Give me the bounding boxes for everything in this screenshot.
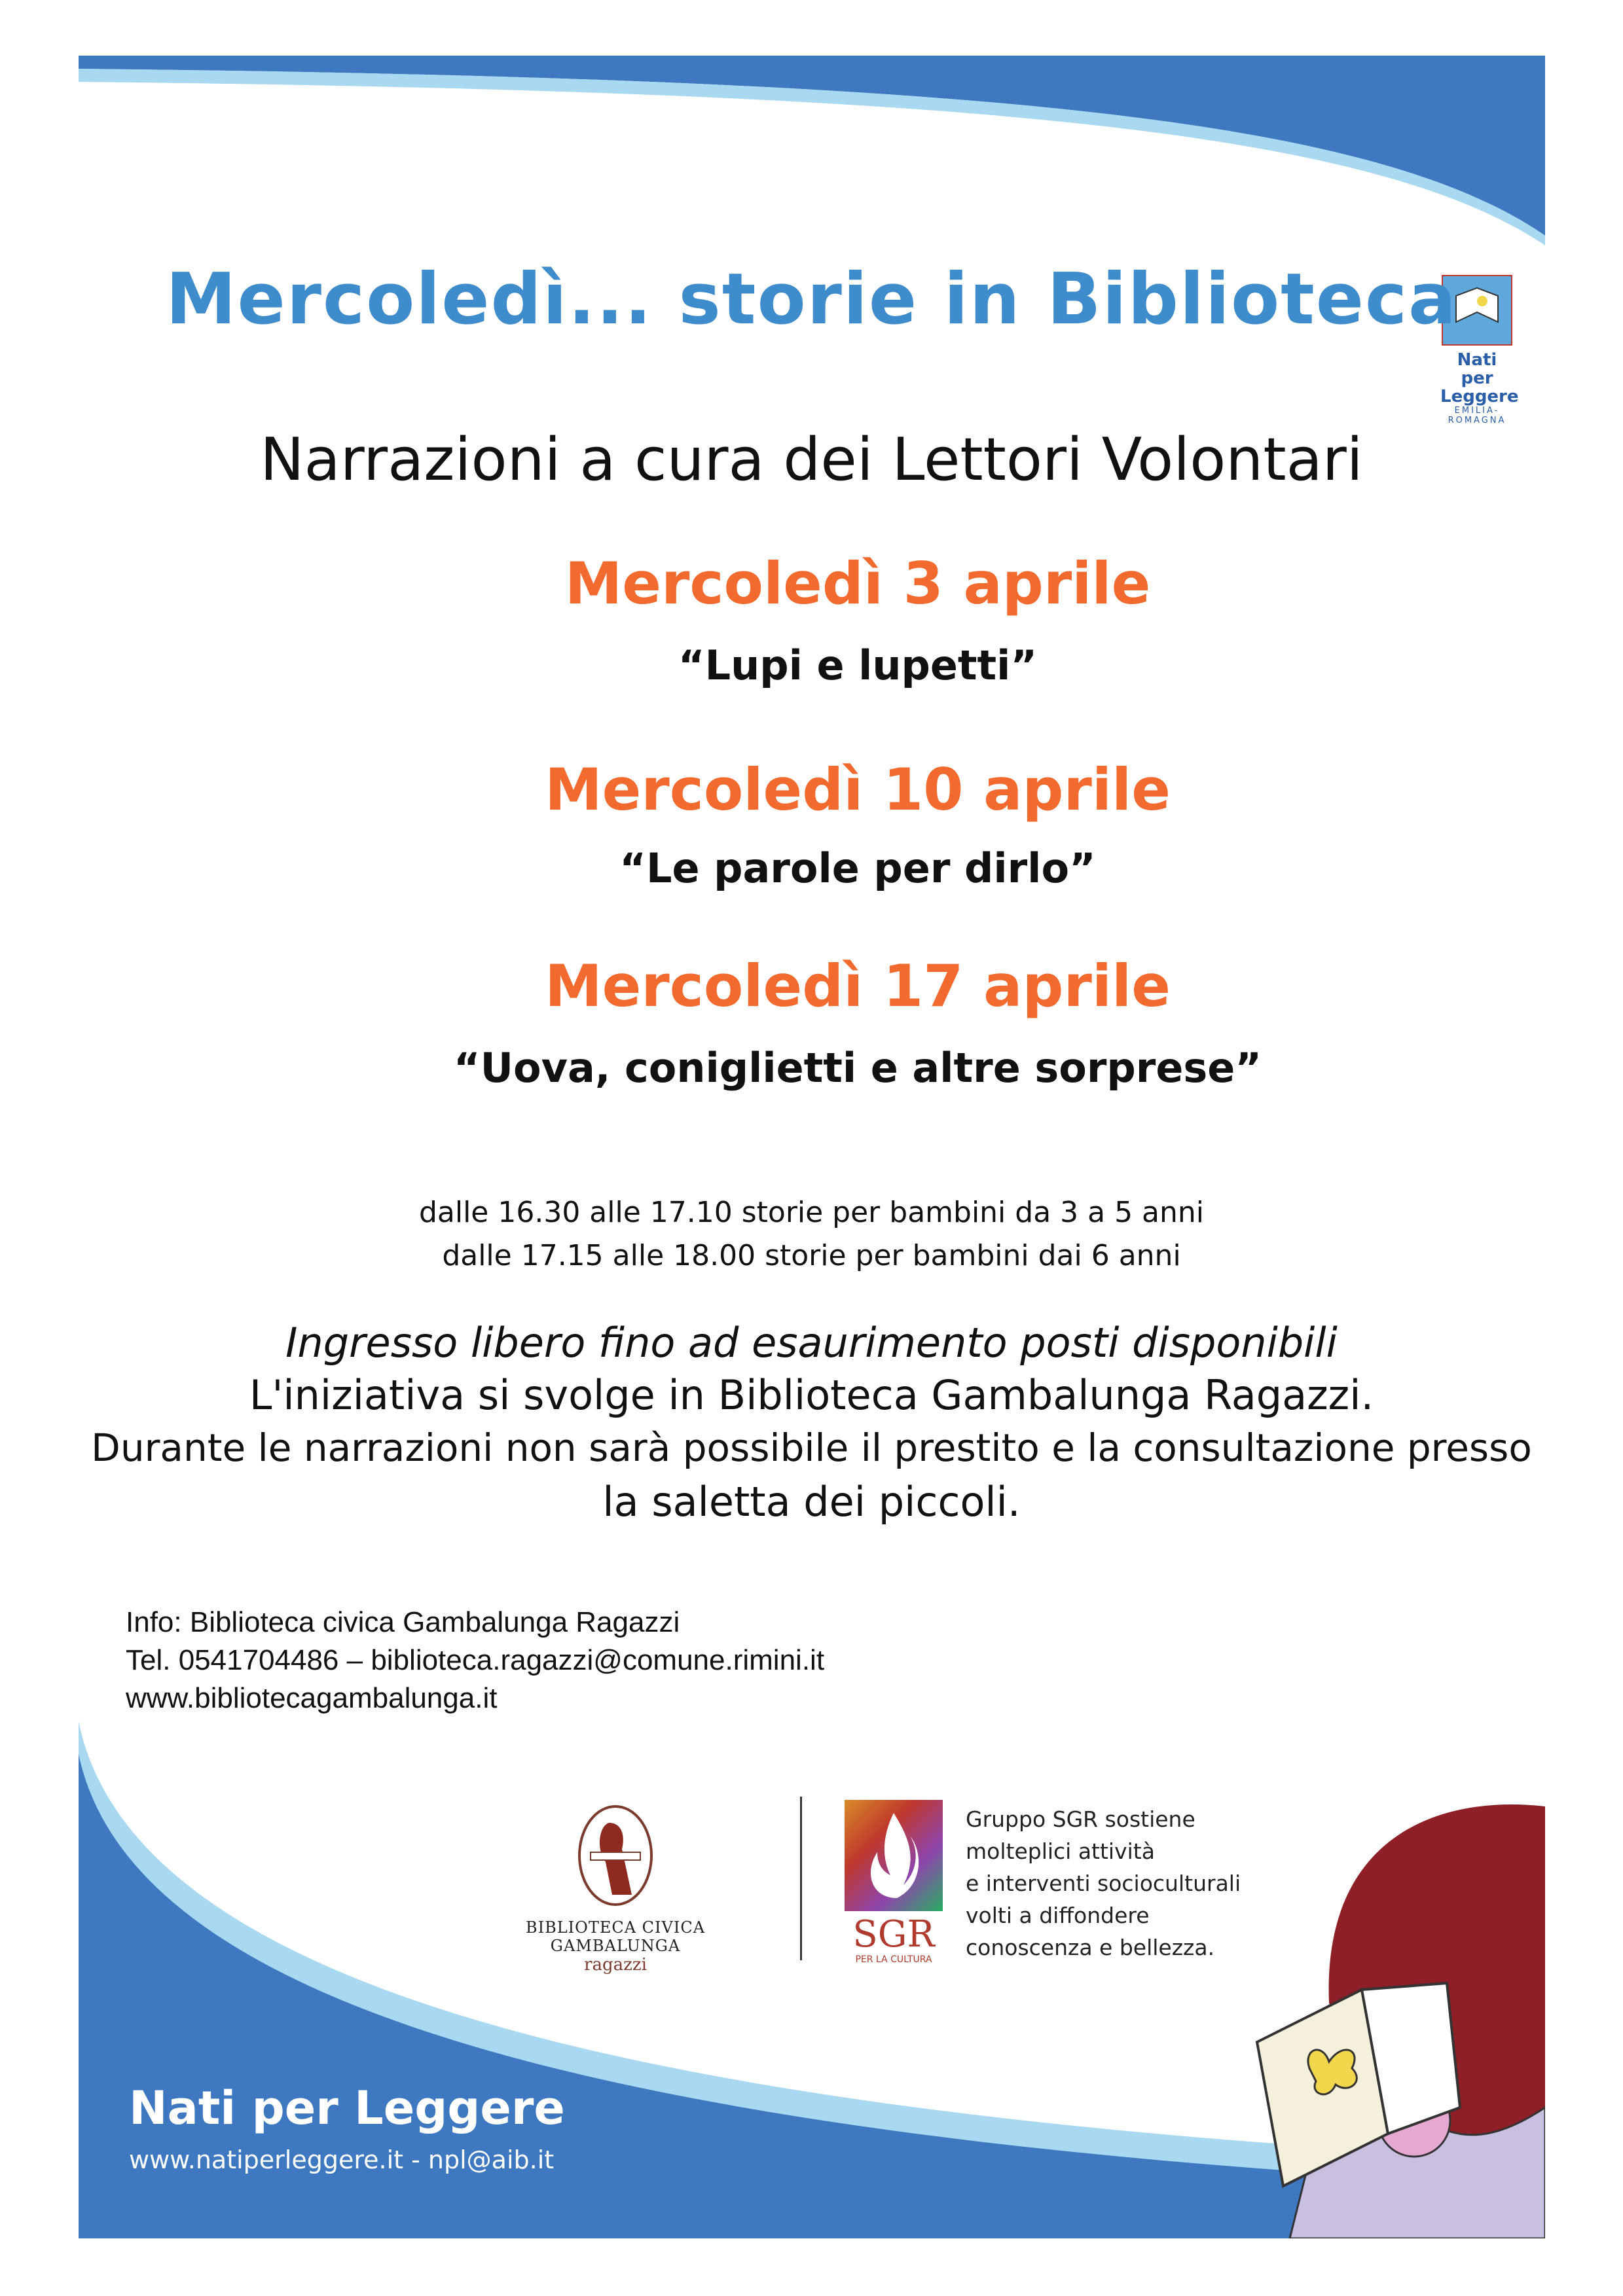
sgr-text-line: molteplici attività [966,1839,1155,1864]
child-reading-illustration [1231,1767,1545,2238]
info-free-entry: Ingresso libero fino ad esaurimento posti disponibili [285,1319,1338,1367]
logo-line-1: Nati per [1457,350,1497,388]
info-location: L'iniziativa si svolge in Biblioteca Gambalunga Ragazzi. [249,1371,1374,1419]
sgr-sub: PER LA CULTURA [855,1954,932,1965]
logo-line-3: EMILIA- [1454,406,1500,416]
sgr-name: SGR [852,1913,935,1956]
event-date-3: Mercoledì 17 aprile [545,952,1171,1020]
event-story-2: “Le parole per dirlo” [619,844,1096,892]
contact-info [126,1604,824,1717]
contact-line-1: Info: Biblioteca civica Gambalunga Ragazzi [126,1606,680,1638]
info-note: Durante le narrazioni non sarà possibile il prestito e la consultazione presso [91,1426,1532,1470]
logo-line-4: ROMAGNA [1448,416,1506,425]
page-title: Mercoledì... storie in Biblioteca [166,259,1457,340]
sgr-text-line: Gruppo SGR sostiene [966,1806,1195,1832]
biblioteca-gambalunga-logo [458,1803,773,1975]
sgr-flame-icon [845,1800,943,1911]
library-sub: ragazzi [584,1955,647,1975]
footer-url[interactable]: www.natiperleggere.it - npl@aib.it [129,2145,555,2174]
sgr-logo [845,1800,943,1965]
library-emblem-icon [576,1803,655,1908]
sgr-description [966,1803,1241,1964]
time-slot-2: dalle 17.15 alle 18.00 storie per bambini dai 6 anni [442,1239,1181,1272]
sponsor-divider [800,1797,802,1960]
footer-title: Nati per Leggere [129,2081,565,2135]
event-story-3: “Uova, coniglietti e altre sorprese” [453,1044,1262,1092]
contact-line-3: www.bibliotecagambalunga.it [126,1682,498,1714]
library-name: BIBLIOTECA CIVICA GAMBALUNGA [525,1918,706,1955]
event-story-1: “Lupi e lupetti” [678,641,1038,689]
page-subtitle: Narrazioni a cura dei Lettori Volontari [260,425,1363,494]
event-date-2: Mercoledì 10 aprile [545,756,1171,823]
contact-line-2: Tel. 0541704486 – biblioteca.ragazzi@comune.rimini.it [126,1644,825,1676]
info-note-2: la saletta dei piccoli. [602,1478,1021,1526]
time-slot-1: dalle 16.30 alle 17.10 storie per bambini da 3 a 5 anni [418,1196,1205,1229]
sgr-text-line: conoscenza e bellezza. [966,1935,1215,1960]
sgr-text-line: e interventi socioculturali [966,1871,1241,1896]
logo-line-2: Leggere [1440,387,1519,406]
event-date-1: Mercoledì 3 aprile [564,550,1151,617]
sgr-text-line: volti a diffondere [966,1903,1150,1928]
